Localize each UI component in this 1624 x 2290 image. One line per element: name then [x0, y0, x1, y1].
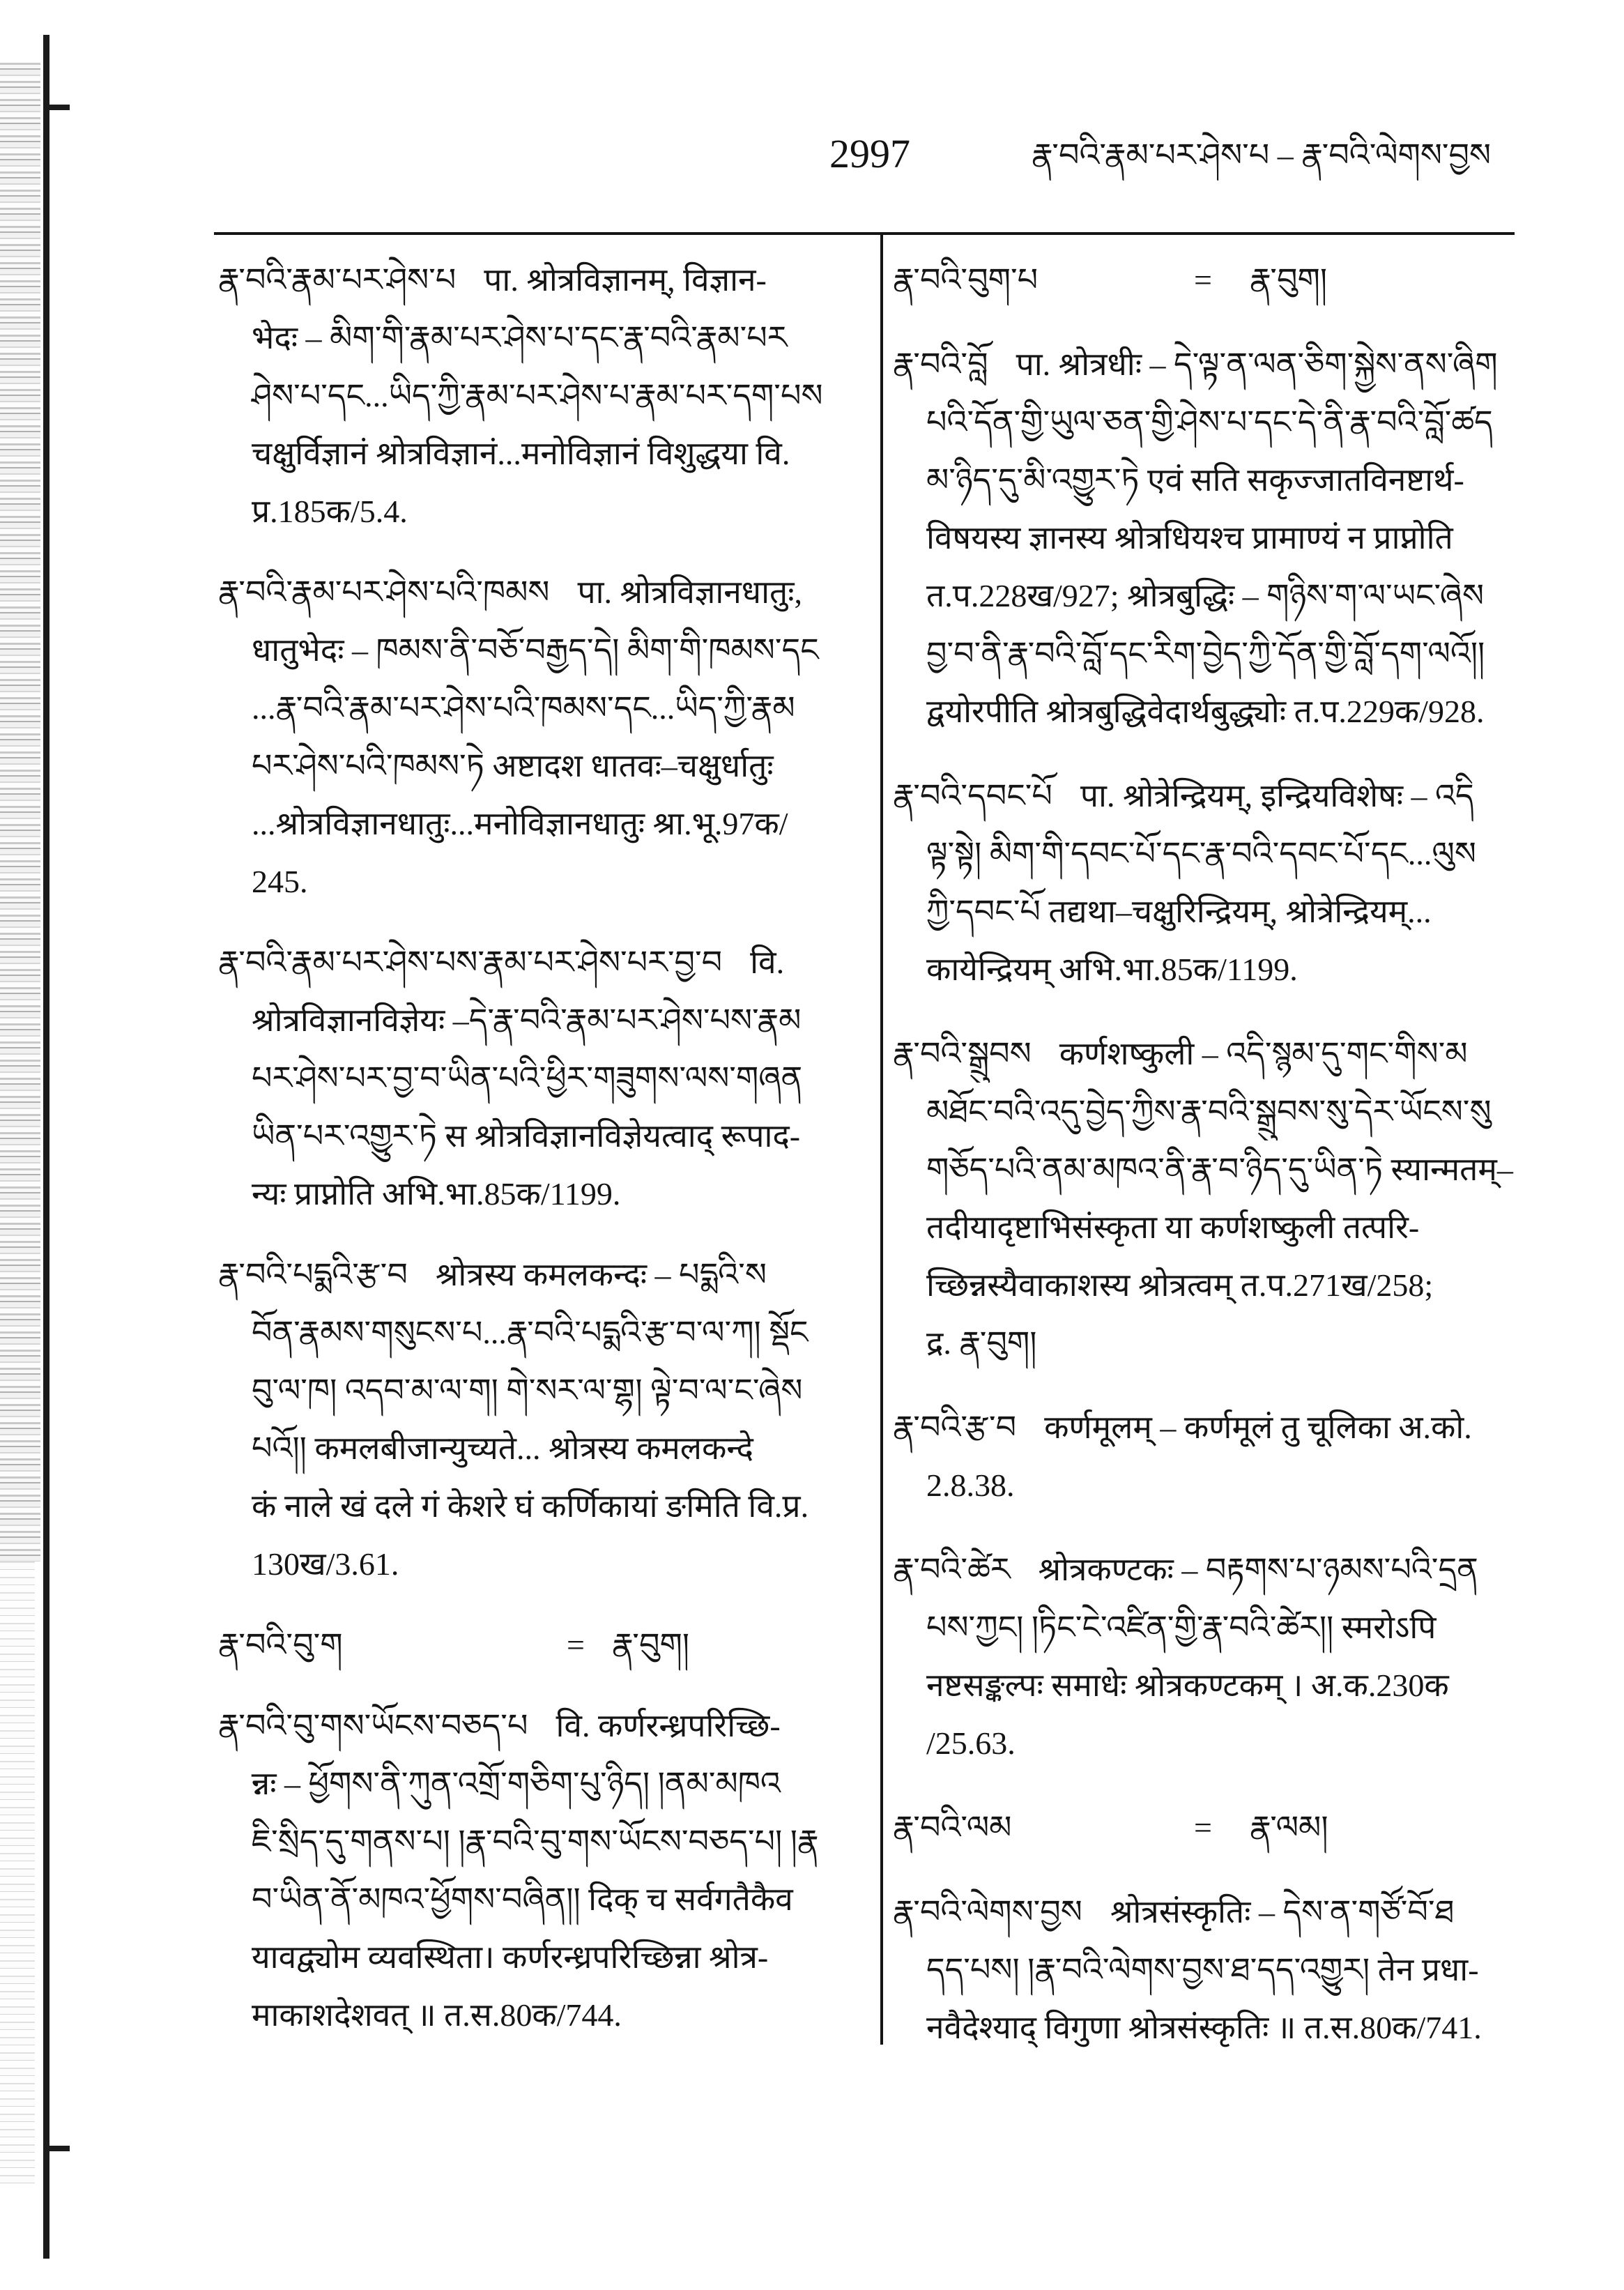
- entry-line: [893, 1256, 1522, 1314]
- line-content: माकाशदेशवत् ॥ त.स.80क/744.: [252, 1997, 622, 2033]
- left-column: [218, 251, 836, 2044]
- line-content: ཡིན་པར་འགྱུར་ཏེ स श्रोत्रविज्ञानविज्ञेयत्वाद् रूपाद-: [252, 1118, 801, 1154]
- line-content: [893, 1883, 1454, 1941]
- entry-line: [893, 625, 1522, 682]
- entry-line: [218, 1755, 836, 1812]
- line-content: པར་ཤེས་པའི་ཁམས་ཏེ अष्टादश धातवः–चक्षुर्धातुः: [252, 748, 774, 784]
- entry-line: [218, 737, 836, 795]
- cross-reference-target: རྣ་བུག།: [612, 1627, 690, 1663]
- entry-line: [893, 1941, 1522, 1999]
- headword: རྣ་བའི་བློ: [893, 346, 988, 382]
- scan-edge-noise: [0, 1562, 35, 2189]
- entry-line: [218, 991, 836, 1049]
- entry-line: [893, 1999, 1522, 2056]
- right-column: [893, 251, 1522, 2056]
- headword: རྣ་བའི་རྩ་བ: [893, 1410, 1017, 1445]
- entry-line: [893, 1714, 1522, 1772]
- line-content: श्रोत्रविज्ञानविज्ञेयः –དེ་རྣ་བའི་རྣམ་པར་ཤེས་པས་རྣམ: [252, 1002, 802, 1038]
- entry-line: [218, 1535, 836, 1593]
- line-content: མ་ཉིད་དུ་མི་འགྱུར་ཏེ एवं सति सकृज्जातविनष्टार्थ-: [926, 462, 1464, 498]
- entry-line: [218, 425, 836, 482]
- entry-line: [218, 367, 836, 425]
- line-content: 245.: [252, 864, 308, 899]
- line-content: [218, 933, 784, 991]
- line-content: ལྟ་སྟེ། མིག་གི་དབང་པོ་དང་རྣ་བའི་དབང་པོ་དང...ལུས: [926, 836, 1476, 871]
- entry-line: [218, 621, 836, 679]
- entry-line: [218, 679, 836, 737]
- line-content: 130ख/3.61.: [252, 1546, 399, 1582]
- line-content: པའོ།། कमलबीजान्युच्यते... श्रोत्रस्य कमलकन्दे: [252, 1430, 753, 1466]
- scan-edge-tick: [43, 2146, 70, 2151]
- definition-text: वि. कर्णरन्ध्रपरिच्छि-: [556, 1708, 781, 1743]
- entry-line: [893, 1598, 1522, 1656]
- entry-line: [893, 451, 1522, 509]
- entry-line: [893, 767, 1522, 825]
- entry-line: [893, 335, 1522, 393]
- line-content: གཅོད་པའི་ནམ་མཁའ་ནི་རྣ་བ་ཉིད་དུ་ཡིན་ཏེ स्यान्मतम्–: [926, 1152, 1513, 1187]
- dictionary-entry: [218, 1697, 836, 2044]
- line-content: [893, 767, 1474, 825]
- line-content: ཤེས་པ་དང...ཡིད་ཀྱི་རྣམ་པར་ཤེས་པ་རྣམ་པར་དག་པས: [252, 378, 823, 413]
- cross-reference-target: རྣ་ལམ།: [1250, 1810, 1328, 1845]
- definition-text: कर्णशष्कुली – འདི་སྙམ་དུ་གང་གིས་མ: [1059, 1036, 1468, 1071]
- entry-line: [893, 1799, 1522, 1856]
- line-content: ཀྱི་དབང་པོ तद्यथा–चक्षुरिन्द्रियम्, श्रोत्रेन्द्रियम्...: [926, 894, 1432, 929]
- entry-line: [218, 795, 836, 853]
- headword: རྣ་བའི་བུ་གས་ཡོངས་བཅད་པ: [218, 1708, 528, 1743]
- dictionary-entry: [218, 1616, 836, 1674]
- entry-line: [218, 1616, 836, 1674]
- line-content: པའི་དོན་གྱི་ཡུལ་ཅན་གྱི་ཤེས་པ་དང་དེ་ནི་རྣ་བའི་བློ་ཚད: [926, 404, 1493, 440]
- equals-sign: =: [1194, 1810, 1212, 1845]
- line-content: [218, 251, 767, 309]
- line-content: न्यः प्राप्नोति अभि.भा.85क/1199.: [252, 1176, 621, 1212]
- line-content: द्वयोरपीति श्रोत्रबुद्धिवेदार्थबुद्ध्योः त.प.229क/928.: [926, 694, 1485, 729]
- line-content: कं नाले खं दले गं केशरे घं कर्णिकायां ङमिति वि.प्र.: [252, 1488, 809, 1524]
- definition-text: वि.: [750, 945, 785, 980]
- line-content: द्र. རྣ་བུག།: [926, 1325, 1037, 1361]
- entry-line: [893, 682, 1522, 740]
- dictionary-entry: [893, 767, 1522, 998]
- entry-line: [218, 1304, 836, 1361]
- headword: རྣ་བའི་བུག་པ: [893, 262, 1039, 298]
- headword: རྣ་བའི་ལམ: [893, 1810, 1012, 1845]
- entry-line: [218, 482, 836, 540]
- line-content: च्छिन्नस्यैवाकाशस्य श्रोत्रत्वम् त.प.271ख/258;: [926, 1267, 1434, 1303]
- entry-line: [893, 1398, 1522, 1456]
- cross-reference-target: རྣ་བུག།: [1250, 262, 1328, 298]
- dictionary-entry: [893, 251, 1522, 309]
- entry-line: [218, 1477, 836, 1535]
- entry-line: [893, 1314, 1522, 1372]
- entry-line: [218, 1107, 836, 1165]
- headword: རྣ་བའི་རྣམ་པར་ཤེས་པས་རྣམ་པར་ཤེས་པར་བྱ་བ: [218, 945, 723, 980]
- line-content: /25.63.: [926, 1725, 1016, 1761]
- entry-line: [893, 509, 1522, 567]
- entry-line: [218, 1361, 836, 1419]
- line-content: यावद्व्योम व्यवस्थिता। कर्णरन्ध्रपरिच्छिन्ना श्रोत्र-: [252, 1939, 769, 1975]
- definition-text: श्रोत्रसंस्कृतिः – དེས་ན་གཙོ་བོ་ཐ: [1110, 1894, 1455, 1930]
- entry-line: [218, 309, 836, 367]
- entry-line: [893, 567, 1522, 625]
- entry-line: [893, 1140, 1522, 1198]
- definition-text: पा. श्रोत्रेन्द्रियम्, इन्द्रियविशेषः – འདི: [1080, 778, 1474, 814]
- column-divider: [880, 232, 883, 2045]
- headword: རྣ་བའི་ཚེར: [893, 1552, 1011, 1587]
- dictionary-entry: [893, 1025, 1522, 1372]
- definition-text: पा. श्रोत्रविज्ञानम्, विज्ञान-: [484, 262, 767, 298]
- entry-line: [893, 393, 1522, 451]
- line-content: भेदः – མིག་གི་རྣམ་པར་ཤེས་པ་དང་རྣ་བའི་རྣམ་པར: [252, 320, 788, 356]
- entry-line: [218, 1419, 836, 1477]
- entry-line: [218, 251, 836, 309]
- line-content: 2.8.38.: [926, 1467, 1015, 1503]
- line-content: ཇི་སྲིད་དུ་གནས་པ། །རྣ་བའི་བུ་གས་ཡོངས་བཅད་པ། །རྣ: [252, 1824, 819, 1859]
- entry-line: [893, 251, 1522, 309]
- scan-edge-noise: [0, 63, 40, 1562]
- dictionary-entry: [218, 563, 836, 910]
- entry-line: [218, 1812, 836, 1870]
- entry-line: [893, 1083, 1522, 1140]
- line-content: न्नः – ཕྱོགས་ནི་ཀུན་འགྲོ་གཅིག་པུ་ཉིད། །ནམ་མཁའ: [252, 1766, 781, 1801]
- dictionary-entry: [893, 1883, 1522, 2056]
- line-content: तदीयादृष्टाभिसंस्कृता या कर्णशष्कुली तत्परि-: [926, 1209, 1420, 1245]
- entry-line: [893, 1198, 1522, 1256]
- headword: རྣ་བའི་དབང་པོ: [893, 778, 1052, 814]
- headword: རྣ་བའི་རྣམ་པར་ཤེས་པ: [218, 262, 457, 298]
- definition-text: पा. श्रोत्रविज्ञानधातुः,: [577, 574, 803, 610]
- entry-line: [893, 1541, 1522, 1598]
- line-content: དད་པས། །རྣ་བའི་ལེགས་བྱས་ཐ་དད་འགྱུར། तेन प्रधा-: [926, 1952, 1479, 1987]
- header-rule: [214, 232, 1515, 235]
- entry-line: [893, 883, 1522, 940]
- dictionary-entry: [218, 251, 836, 540]
- line-content: [893, 335, 1498, 393]
- scan-edge-tick: [43, 105, 70, 110]
- line-content: [893, 1541, 1478, 1598]
- entry-line: [218, 1928, 836, 1986]
- entry-line: [218, 1049, 836, 1107]
- entry-line: [893, 940, 1522, 998]
- running-head-text: རྣ་བའི་རྣམ་པར་ཤེས་པ – རྣ་བའི་ལེགས་བྱས: [1032, 137, 1492, 173]
- entry-line: [218, 1246, 836, 1304]
- headword: རྣ་བའི་ལེགས་བྱས: [893, 1894, 1082, 1930]
- entry-line: [218, 853, 836, 910]
- entry-line: [893, 825, 1522, 883]
- dictionary-entry: [893, 335, 1522, 740]
- line-content: [893, 1025, 1468, 1083]
- line-content: པས་ཀྱང། །ཏིང་ངེ་འཛིན་གྱི་རྣ་བའི་ཚེར།། स्मरोऽपि: [926, 1610, 1437, 1645]
- entry-line: [218, 1165, 836, 1223]
- line-content: བུ་ལ་ཁ། འདབ་མ་ལ་ག། གེ་སར་ལ་གྷ། ལྟེ་བ་ལ་ང་ཞེས: [252, 1373, 803, 1408]
- dictionary-entry: [893, 1398, 1522, 1514]
- line-content: नष्टसङ्कल्पः समाधेः श्रोत्रकण्टकम् । अ.क.230क: [926, 1667, 1449, 1703]
- dictionary-entry: [218, 933, 836, 1223]
- line-content: [218, 563, 802, 621]
- entry-line: [218, 1986, 836, 2044]
- entry-line: [893, 1456, 1522, 1514]
- line-content: त.प.228ख/927; श्रोत्रबुद्धिः – གཉིས་ག་ལ་ཡང་ཞེས: [926, 578, 1485, 613]
- line-content: कायेन्द्रियम् अभि.भा.85क/1199.: [926, 952, 1298, 987]
- dictionary-entry: [893, 1799, 1522, 1856]
- equals-sign: =: [567, 1627, 585, 1663]
- entry-line: [218, 1870, 836, 1928]
- page-number: 2997: [829, 131, 910, 176]
- line-content: མཐོང་བའི་འདུ་བྱེད་ཀྱིས་རྣ་བའི་སྒྲུབས་སུ་དེར་ཡོངས་སུ: [926, 1094, 1492, 1129]
- line-content: བོན་རྣམས་གསུངས་པ...རྣ་བའི་པདྨའི་རྩ་བ་ལ་ཀ། སྡོང: [252, 1315, 809, 1350]
- headword: རྣ་བའི་རྣམ་པར་ཤེས་པའི་ཁམས: [218, 574, 550, 610]
- line-content: प्र.185क/5.4.: [252, 494, 408, 529]
- line-content: नवैदेश्याद् विगुणा श्रोत्रसंस्कृतिः ॥ त.स.80क/741.: [926, 2010, 1482, 2045]
- line-content: [218, 1246, 767, 1304]
- line-content: བྱ་བ་ནི་རྣ་བའི་བློ་དང་རིག་བྱེད་ཀྱི་དོན་གྱི་བློ་དག་ལའོ།།: [926, 636, 1485, 671]
- definition-text: श्रोत्रस्य कमलकन्दः – པདྨའི་ས: [435, 1257, 767, 1292]
- equals-sign: =: [1194, 262, 1212, 298]
- definition-text: पा. श्रोत्रधीः – དེ་ལྟ་ན་ལན་ཅིག་སྐྱེས་ནས་ཞིག: [1016, 346, 1498, 382]
- line-content: བ་ཡིན་ནོ་མཁའ་ཕྱོགས་བཞིན།། दिक् च सर्वगतैकैव: [252, 1881, 793, 1917]
- definition-text: कर्णमूलम् – कर्णमूलं तु चूलिका अ.को.: [1044, 1410, 1472, 1445]
- entry-line: [893, 1025, 1522, 1083]
- entry-line: [893, 1883, 1522, 1941]
- entry-line: [218, 1697, 836, 1755]
- entry-line: [218, 933, 836, 991]
- headword: རྣ་བའི་སྒྲུབས: [893, 1036, 1032, 1071]
- line-content: པར་ཤེས་པར་བྱ་བ་ཡིན་པའི་ཕྱིར་གཟུགས་ལས་གཞན: [252, 1060, 803, 1096]
- scan-edge-line: [43, 35, 49, 2259]
- line-content: ...श्रोत्रविज्ञानधातुः...मनोविज्ञानधातुः श्रा.भू.97क/: [252, 806, 788, 841]
- line-content: चक्षुर्विज्ञानं श्रोत्रविज्ञानं...मनोविज्ञानं विशुद्धया वि.: [252, 436, 790, 471]
- line-content: ...རྣ་བའི་རྣམ་པར་ཤེས་པའི་ཁམས་དང...ཡིད་ཀྱི་རྣམ: [252, 690, 795, 726]
- dictionary-entry: [218, 1246, 836, 1593]
- line-content: विषयस्य ज्ञानस्य श्रोत्रधियश्च प्रामाण्यं न प्राप्नोति: [926, 520, 1453, 556]
- line-content: [893, 1398, 1472, 1456]
- entry-line: [218, 563, 836, 621]
- line-content: धातुभेदः – ཁམས་ནི་བཅོ་བརྒྱད་དེ། མིག་གི་ཁམས་དང: [252, 632, 819, 668]
- definition-text: श्रोत्रकण्टकः – བརྟགས་པ་ཉམས་པའི་དྲན: [1038, 1552, 1478, 1587]
- dictionary-entry: [893, 1541, 1522, 1772]
- entry-line: [893, 1656, 1522, 1714]
- headword: རྣ་བའི་བུ་ག: [218, 1627, 343, 1663]
- headword: རྣ་བའི་པདྨའི་རྩ་བ: [218, 1257, 408, 1292]
- line-content: [218, 1697, 781, 1755]
- running-head: [1032, 130, 1521, 181]
